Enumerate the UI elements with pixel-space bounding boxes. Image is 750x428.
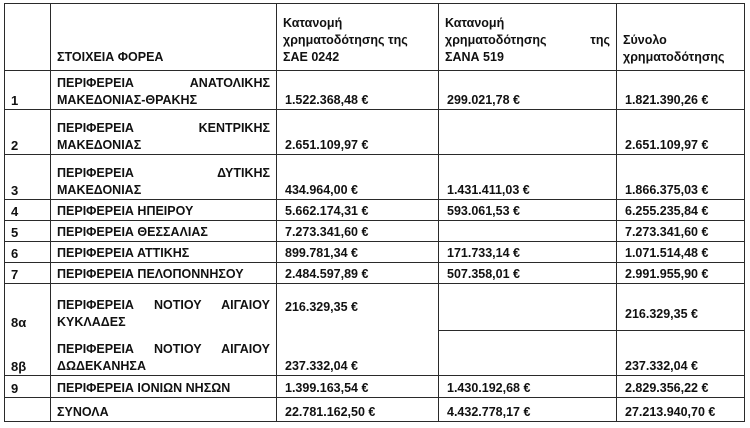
row-index: 4 (5, 200, 51, 221)
header-index-cell (5, 4, 51, 71)
row-total-value: 7.273.341,60 € (617, 221, 745, 242)
row-sae-value: 5.662.174,31 € (277, 200, 439, 221)
header-sana-line2: χρηματοδότησης της (445, 33, 610, 47)
header-total-line1: Σύνολο (623, 33, 667, 47)
row-entity: ΠΕΡΙΦΕΡΕΙΑ ΗΠΕΙΡΟΥ (51, 200, 277, 221)
header-total-line2: χρηματοδότησης (623, 50, 725, 64)
totals-sana-value: 4.432.778,17 € (439, 398, 617, 422)
row-total-value: 216.329,35 € (617, 284, 745, 331)
row-sana-value: 507.358,01 € (439, 263, 617, 284)
row-index: 1 (5, 71, 51, 110)
header-sae-line3: ΣΑΕ 0242 (283, 50, 340, 64)
row-sae-value: 434.964,00 € (277, 155, 439, 200)
row-index: 7 (5, 263, 51, 284)
row-entity (51, 284, 277, 331)
row-sana-value: 1.430.192,68 € (439, 376, 617, 398)
row-sana-value (439, 284, 617, 331)
row-total-value: 2.991.955,90 € (617, 263, 745, 284)
table-row (5, 221, 745, 242)
row-index: 8β (5, 331, 51, 376)
row-entity (51, 110, 277, 155)
row-sana-value (439, 110, 617, 155)
row-sae-value: 899.781,34 € (277, 242, 439, 263)
totals-total-value: 27.213.940,70 € (617, 398, 745, 422)
row-entity-line1: ΠΕΡΙΦΕΡΕΙΑ ΝΟΤΙΟΥ ΑΙΓΑΙΟΥ (57, 297, 270, 312)
row-entity-line2: ΜΑΚΕΔΟΝΙΑΣ-ΘΡΑΚΗΣ (57, 93, 198, 107)
row-entity (51, 155, 277, 200)
row-index: 9 (5, 376, 51, 398)
row-entity-line1: ΠΕΡΙΦΕΡΕΙΑ ΝΟΤΙΟΥ ΑΙΓΑΙΟΥ (57, 342, 270, 356)
row-index: 6 (5, 242, 51, 263)
row-index: 5 (5, 221, 51, 242)
header-sae (277, 4, 439, 71)
header-total (617, 4, 745, 71)
row-entity-line2: ΚΥΚΛΑΔΕΣ (57, 314, 126, 329)
header-sae-line2: χρηματοδότησης της (283, 33, 408, 47)
row-sana-value: 1.431.411,03 € (439, 155, 617, 200)
header-sana (439, 4, 617, 71)
row-sana-value (439, 331, 617, 376)
row-total-value: 2.829.356,22 € (617, 376, 745, 398)
row-entity: ΠΕΡΙΦΕΡΕΙΑ ΙΟΝΙΩΝ ΝΗΣΩΝ (51, 376, 277, 398)
row-sae-value: 1.522.368,48 € (277, 71, 439, 110)
row-total-value: 1.071.514,48 € (617, 242, 745, 263)
row-sana-value: 593.061,53 € (439, 200, 617, 221)
row-total-value: 2.651.109,97 € (617, 110, 745, 155)
row-entity-line1: ΠΕΡΙΦΕΡΕΙΑ ΑΝΑΤΟΛΙΚΗΣ (57, 76, 270, 90)
row-entity (51, 71, 277, 110)
header-sana-line1: Κατανομή (445, 16, 505, 30)
row-sana-value (439, 221, 617, 242)
header-row (5, 4, 745, 71)
table-row (5, 200, 745, 221)
row-sae-value: 1.399.163,54 € (277, 376, 439, 398)
funding-allocation-table (4, 3, 745, 422)
table-row (5, 71, 745, 110)
table-row (5, 110, 745, 155)
row-entity: ΠΕΡΙΦΕΡΕΙΑ ΠΕΛΟΠΟΝΝΗΣΟΥ (51, 263, 277, 284)
header-entity (51, 4, 277, 71)
row-sana-value: 299.021,78 € (439, 71, 617, 110)
row-sae-value: 216.329,35 € (277, 284, 439, 331)
row-entity-line2: ΔΩΔΕΚΑΝΗΣΑ (57, 359, 146, 373)
row-sana-value: 171.733,14 € (439, 242, 617, 263)
table-row (5, 242, 745, 263)
totals-sae-value: 22.781.162,50 € (277, 398, 439, 422)
row-total-value: 1.866.375,03 € (617, 155, 745, 200)
row-index: 2 (5, 110, 51, 155)
totals-index-cell (5, 398, 51, 422)
totals-label: ΣΥΝΟΛΑ (51, 398, 277, 422)
row-sae-value: 2.651.109,97 € (277, 110, 439, 155)
row-sae-value: 2.484.597,89 € (277, 263, 439, 284)
table-row (5, 155, 745, 200)
totals-row (5, 398, 745, 422)
row-entity: ΠΕΡΙΦΕΡΕΙΑ ΘΕΣΣΑΛΙΑΣ (51, 221, 277, 242)
table-row (5, 263, 745, 284)
header-sana-line3: ΣΑΝΑ 519 (445, 50, 504, 64)
header-sae-line1: Κατανομή (283, 16, 343, 30)
row-entity-line2: ΜΑΚΕΔΟΝΙΑΣ (57, 138, 142, 152)
table-row (5, 376, 745, 398)
row-sae-value: 7.273.341,60 € (277, 221, 439, 242)
row-entity-line1: ΠΕΡΙΦΕΡΕΙΑ ΚΕΝΤΡΙΚΗΣ (57, 121, 270, 135)
row-total-value: 237.332,04 € (617, 331, 745, 376)
row-sae-value: 237.332,04 € (277, 331, 439, 376)
row-entity-line1: ΠΕΡΙΦΕΡΕΙΑ ΔΥΤΙΚΗΣ (57, 166, 270, 180)
row-entity (51, 331, 277, 376)
row-total-value: 6.255.235,84 € (617, 200, 745, 221)
row-entity: ΠΕΡΙΦΕΡΕΙΑ ΑΤΤΙΚΗΣ (51, 242, 277, 263)
table-row (5, 284, 745, 331)
row-total-value: 1.821.390,26 € (617, 71, 745, 110)
table-row (5, 331, 745, 376)
row-index: 3 (5, 155, 51, 200)
row-index: 8α (5, 284, 51, 331)
row-entity-line2: ΜΑΚΕΔΟΝΙΑΣ (57, 183, 142, 197)
header-entity-label: ΣΤΟΙΧΕΙΑ ΦΟΡΕΑ (57, 50, 164, 64)
